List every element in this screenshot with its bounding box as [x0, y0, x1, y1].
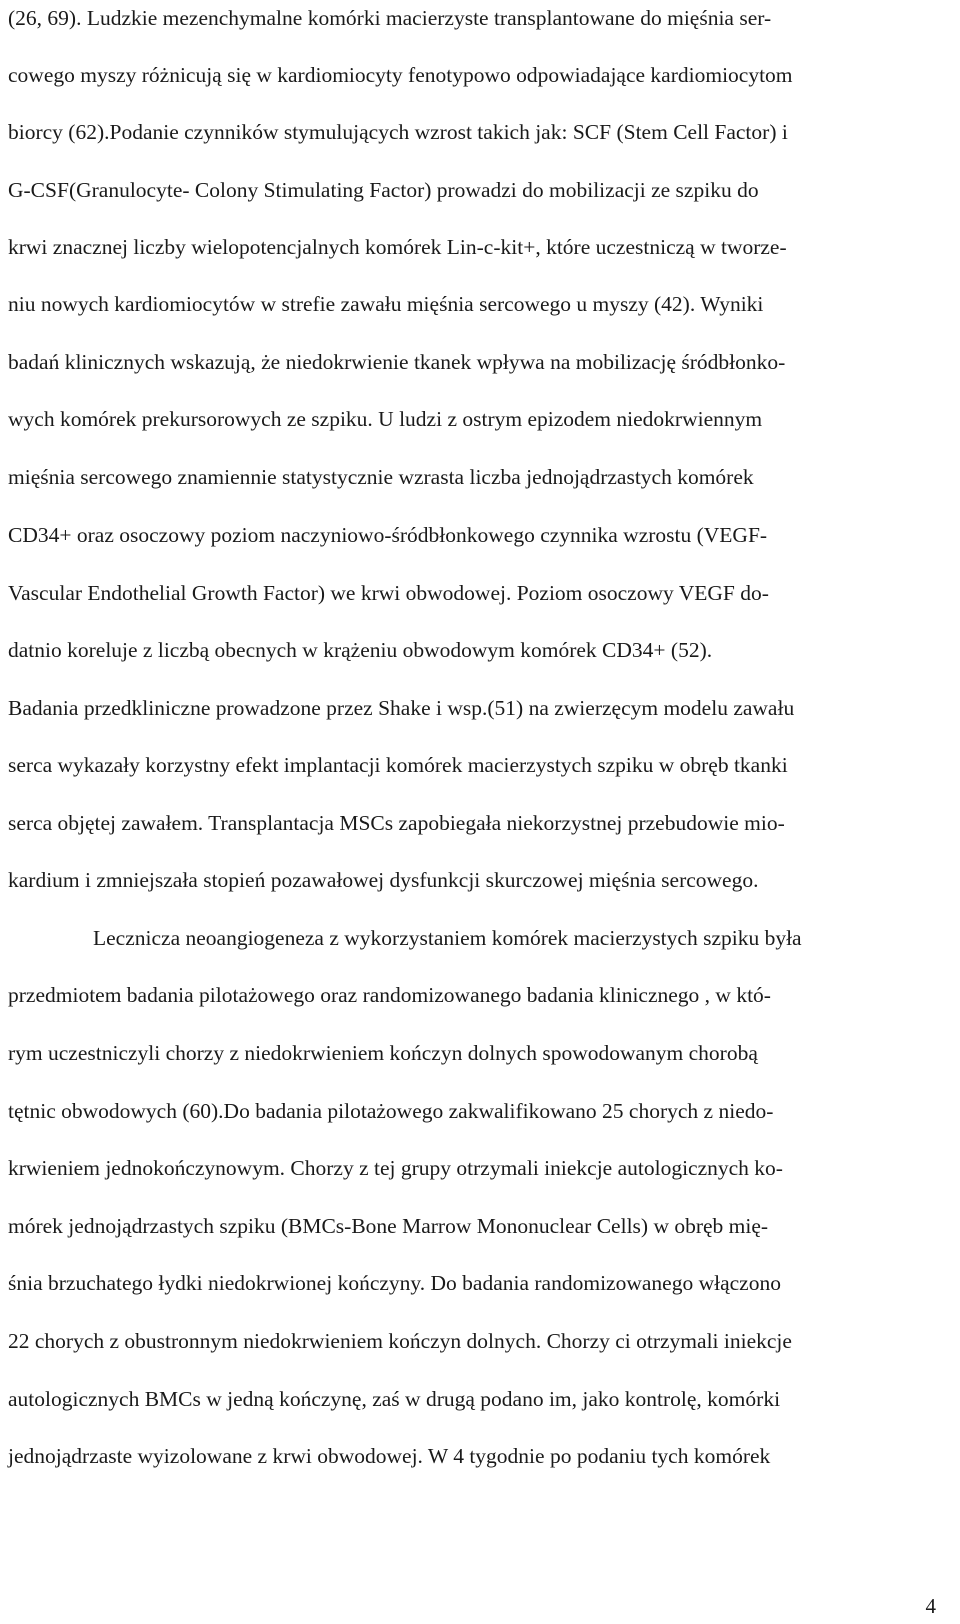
text-line-24: 22 chorych z obustronnym niedokrwieniem kończyn dolnych. Chorzy ci otrzymali iniekcje: [8, 1329, 792, 1353]
page-number: 4: [925, 1594, 936, 1618]
text-line-16: kardium i zmniejszała stopień pozawałowej dysfunkcji skurczowej mięśnia sercowego.: [8, 868, 759, 892]
text-line-1: (26, 69). Ludzkie mezenchymalne komórki macierzyste transplantowane do mięśnia ser-: [8, 6, 772, 30]
text-line-17: Lecznicza neoangiogeneza z wykorzystaniem komórek macierzystych szpiku była: [93, 926, 802, 950]
text-line-11: Vascular Endothelial Growth Factor) we krwi obwodowej. Poziom osoczowy VEGF do-: [8, 581, 769, 605]
text-line-9: mięśnia sercowego znamiennie statystycznie wzrasta liczba jednojądrzastych komórek: [8, 465, 754, 489]
text-line-25: autologicznych BMCs w jedną kończynę, zaś w drugą podano im, jako kontrolę, komórki: [8, 1387, 781, 1411]
text-line-10: CD34+ oraz osoczowy poziom naczyniowo-śródbłonkowego czynnika wzrostu (VEGF-: [8, 523, 768, 547]
text-line-18: przedmiotem badania pilotażowego oraz randomizowanego badania klinicznego , w któ-: [8, 983, 771, 1007]
text-line-2: cowego myszy różnicują się w kardiomiocyty fenotypowo odpowiadające kardiomiocytom: [8, 63, 793, 87]
text-line-23: śnia brzuchatego łydki niedokrwionej kończyny. Do badania randomizowanego włączono: [8, 1271, 781, 1295]
text-line-15: serca objętej zawałem. Transplantacja MSCs zapobiegała niekorzystnej przebudowie mio-: [8, 811, 785, 835]
text-line-6: niu nowych kardiomiocytów w strefie zawału mięśnia sercowego u myszy (42). Wyniki: [8, 292, 764, 316]
text-line-26: jednojądrzaste wyizolowane z krwi obwodowej. W 4 tygodnie po podaniu tych komórek: [8, 1444, 771, 1468]
text-line-3: biorcy (62).Podanie czynników stymulujących wzrost takich jak: SCF (Stem Cell Factor) i: [8, 120, 788, 144]
text-line-22: mórek jednojądrzastych szpiku (BMCs-Bone Marrow Mononuclear Cells) w obręb mię-: [8, 1214, 769, 1238]
text-line-19: rym uczestniczyli chorzy z niedokrwieniem kończyn dolnych spowodowanym chorobą: [8, 1041, 758, 1065]
text-line-20: tętnic obwodowych (60).Do badania pilotażowego zakwalifikowano 25 chorych z niedo-: [8, 1099, 774, 1123]
text-line-5: krwi znacznej liczby wielopotencjalnych komórek Lin-c-kit+, które uczestniczą w tworze-: [8, 235, 787, 259]
text-line-4: G-CSF(Granulocyte- Colony Stimulating Factor) prowadzi do mobilizacji ze szpiku do: [8, 178, 759, 202]
text-line-8: wych komórek prekursorowych ze szpiku. U ludzi z ostrym epizodem niedokrwiennym: [8, 407, 763, 431]
text-line-12: datnio koreluje z liczbą obecnych w krążeniu obwodowym komórek CD34+ (52).: [8, 638, 713, 662]
text-line-14: serca wykazały korzystny efekt implantacji komórek macierzystych szpiku w obręb tkanki: [8, 753, 788, 777]
text-line-13: Badania przedkliniczne prowadzone przez Shake i wsp.(51) na zwierzęcym modelu zawału: [8, 696, 795, 720]
text-line-7: badań klinicznych wskazują, że niedokrwienie tkanek wpływa na mobilizację śródbłonko-: [8, 350, 786, 374]
text-line-21: krwieniem jednokończynowym. Chorzy z tej grupy otrzymali iniekcje autologicznych ko-: [8, 1156, 783, 1180]
